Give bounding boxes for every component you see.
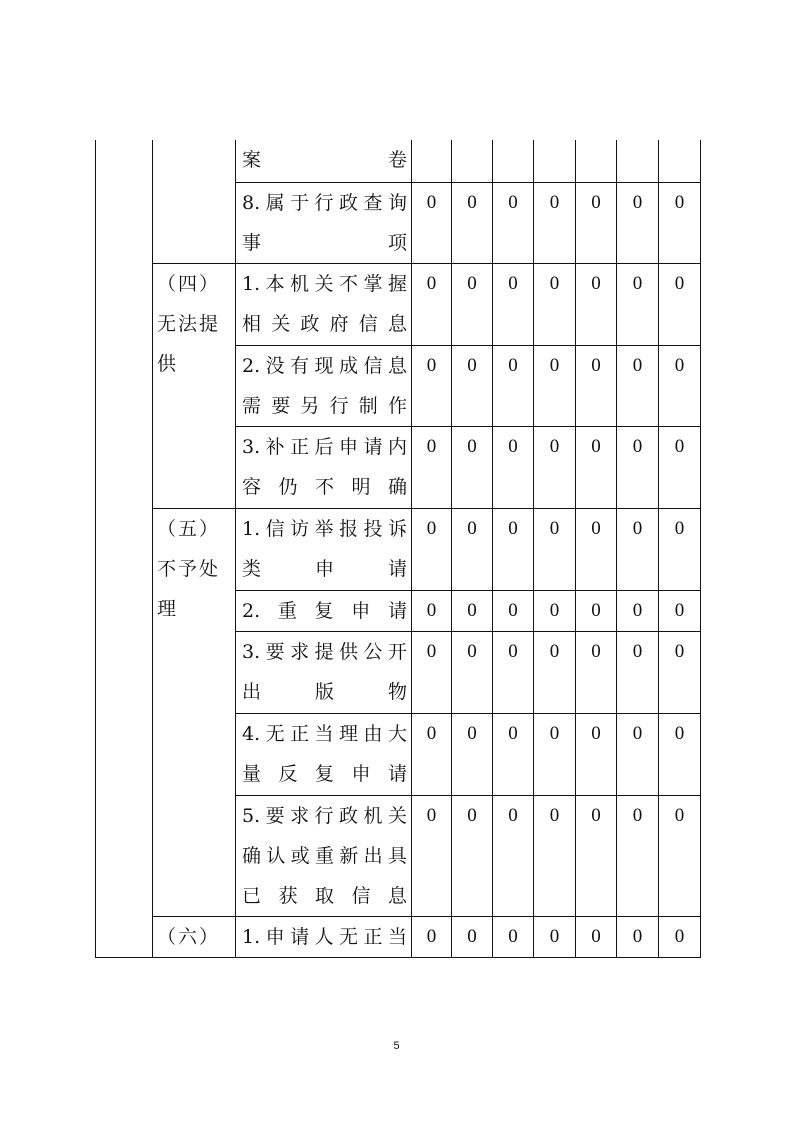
item-label-text: 需要另行制作 [242,394,407,417]
count-cell: 0 [412,713,452,795]
count-cell: 0 [659,263,701,345]
count-cell: 0 [412,263,452,345]
count-cell [452,140,493,182]
count-cell: 0 [576,508,617,590]
item-label-text: 事项 [242,231,407,254]
item-label-cell [236,508,412,590]
item-label-cell [236,263,412,345]
category-text: 无法提 [157,312,221,335]
category-cell [153,263,236,508]
item-label-text: 容仍不明确 [242,475,407,498]
item-label-text: 3.补正后申请内 [242,435,407,458]
item-label-text: 1.申请人无正当 [242,925,407,948]
category-text: 供 [157,352,179,375]
item-label-cell [236,345,412,426]
count-cell: 0 [452,426,493,508]
count-cell: 0 [659,916,701,957]
count-cell: 0 [576,426,617,508]
count-cell: 0 [493,795,534,916]
count-cell: 0 [576,916,617,957]
count-cell: 0 [534,508,576,590]
item-label-text: 3.要求提供公开 [242,640,407,663]
count-cell: 0 [659,508,701,590]
count-cell: 0 [493,263,534,345]
category-text: （四） [157,272,221,295]
item-label-text: 4.无正当理由大 [242,722,407,745]
count-cell [493,140,534,182]
item-label-cell [236,916,412,957]
count-cell: 0 [412,631,452,713]
count-cell: 0 [576,631,617,713]
item-label-cell [236,795,412,916]
count-cell: 0 [412,795,452,916]
count-cell: 0 [534,590,576,631]
page-number: 5 [393,1040,400,1052]
count-cell: 0 [576,713,617,795]
table-row [96,508,701,590]
count-cell: 0 [576,182,617,263]
count-cell: 0 [576,345,617,426]
count-cell [617,140,659,182]
count-cell: 0 [617,916,659,957]
count-cell: 0 [659,590,701,631]
count-cell: 0 [412,916,452,957]
count-cell: 0 [659,426,701,508]
item-label-text: 确认或重新出具 [242,844,407,867]
count-cell: 0 [412,345,452,426]
count-cell [659,140,701,182]
item-label-text: 2.没有现成信息 [242,354,407,377]
item-label-cell [236,140,412,182]
count-cell: 0 [493,713,534,795]
category-text: （五） [157,517,221,540]
count-cell: 0 [412,590,452,631]
count-cell: 0 [452,795,493,916]
count-cell: 0 [412,426,452,508]
count-cell: 0 [534,345,576,426]
count-cell: 0 [617,631,659,713]
table-row [96,140,701,182]
count-cell: 0 [452,345,493,426]
count-cell: 0 [659,182,701,263]
item-label-text: 1.信访举报投诉 [242,517,407,540]
count-cell: 0 [576,795,617,916]
category-cell [153,140,236,263]
count-cell: 0 [617,263,659,345]
count-cell [412,140,452,182]
item-label-text: 量反复申请 [242,762,407,785]
count-cell: 0 [659,345,701,426]
item-label-text: 相关政府信息 [242,312,407,335]
item-label-text: 2.重复申请 [242,599,407,622]
table-row [96,263,701,345]
count-cell: 0 [452,916,493,957]
count-cell: 0 [493,916,534,957]
category-cell [153,508,236,916]
count-cell: 0 [452,631,493,713]
category-text: 理 [157,597,179,620]
item-label-cell [236,631,412,713]
count-cell: 0 [493,426,534,508]
count-cell: 0 [412,508,452,590]
count-cell: 0 [617,182,659,263]
count-cell: 0 [617,590,659,631]
count-cell: 0 [534,631,576,713]
category-text: （六） [157,925,221,948]
table-row [96,916,701,957]
item-label-text: 已获取信息 [242,884,407,907]
count-cell: 0 [534,182,576,263]
count-cell: 0 [452,263,493,345]
item-label-text: 案卷 [242,149,407,171]
category-cell [153,916,236,957]
count-cell: 0 [534,426,576,508]
count-cell: 0 [659,631,701,713]
count-cell: 0 [576,263,617,345]
count-cell: 0 [534,795,576,916]
count-cell: 0 [452,182,493,263]
count-cell: 0 [617,426,659,508]
count-cell: 0 [617,795,659,916]
count-cell: 0 [534,916,576,957]
count-cell: 0 [617,508,659,590]
item-label-cell [236,713,412,795]
outer-category-cell [96,140,153,957]
count-cell: 0 [452,590,493,631]
count-cell: 0 [617,713,659,795]
count-cell: 0 [534,263,576,345]
count-cell: 0 [659,713,701,795]
count-cell: 0 [493,508,534,590]
count-cell: 0 [412,182,452,263]
count-cell: 0 [617,345,659,426]
item-label-cell [236,182,412,263]
count-cell: 0 [534,713,576,795]
disclosure-statistics-table [95,140,701,958]
item-label-text: 类申请 [242,557,407,580]
count-cell: 0 [493,631,534,713]
count-cell [576,140,617,182]
item-label-cell [236,426,412,508]
count-cell: 0 [659,795,701,916]
count-cell: 0 [493,590,534,631]
category-text: 不予处 [157,557,221,580]
item-label-text: 出版物 [242,680,407,703]
count-cell: 0 [452,508,493,590]
count-cell: 0 [452,713,493,795]
count-cell: 0 [576,590,617,631]
item-label-cell [236,590,412,631]
item-label-text: 5.要求行政机关 [242,804,407,827]
item-label-text: 8.属于行政查询 [242,191,407,214]
count-cell [534,140,576,182]
item-label-text: 1.本机关不掌握 [242,272,407,295]
count-cell: 0 [493,345,534,426]
count-cell: 0 [493,182,534,263]
